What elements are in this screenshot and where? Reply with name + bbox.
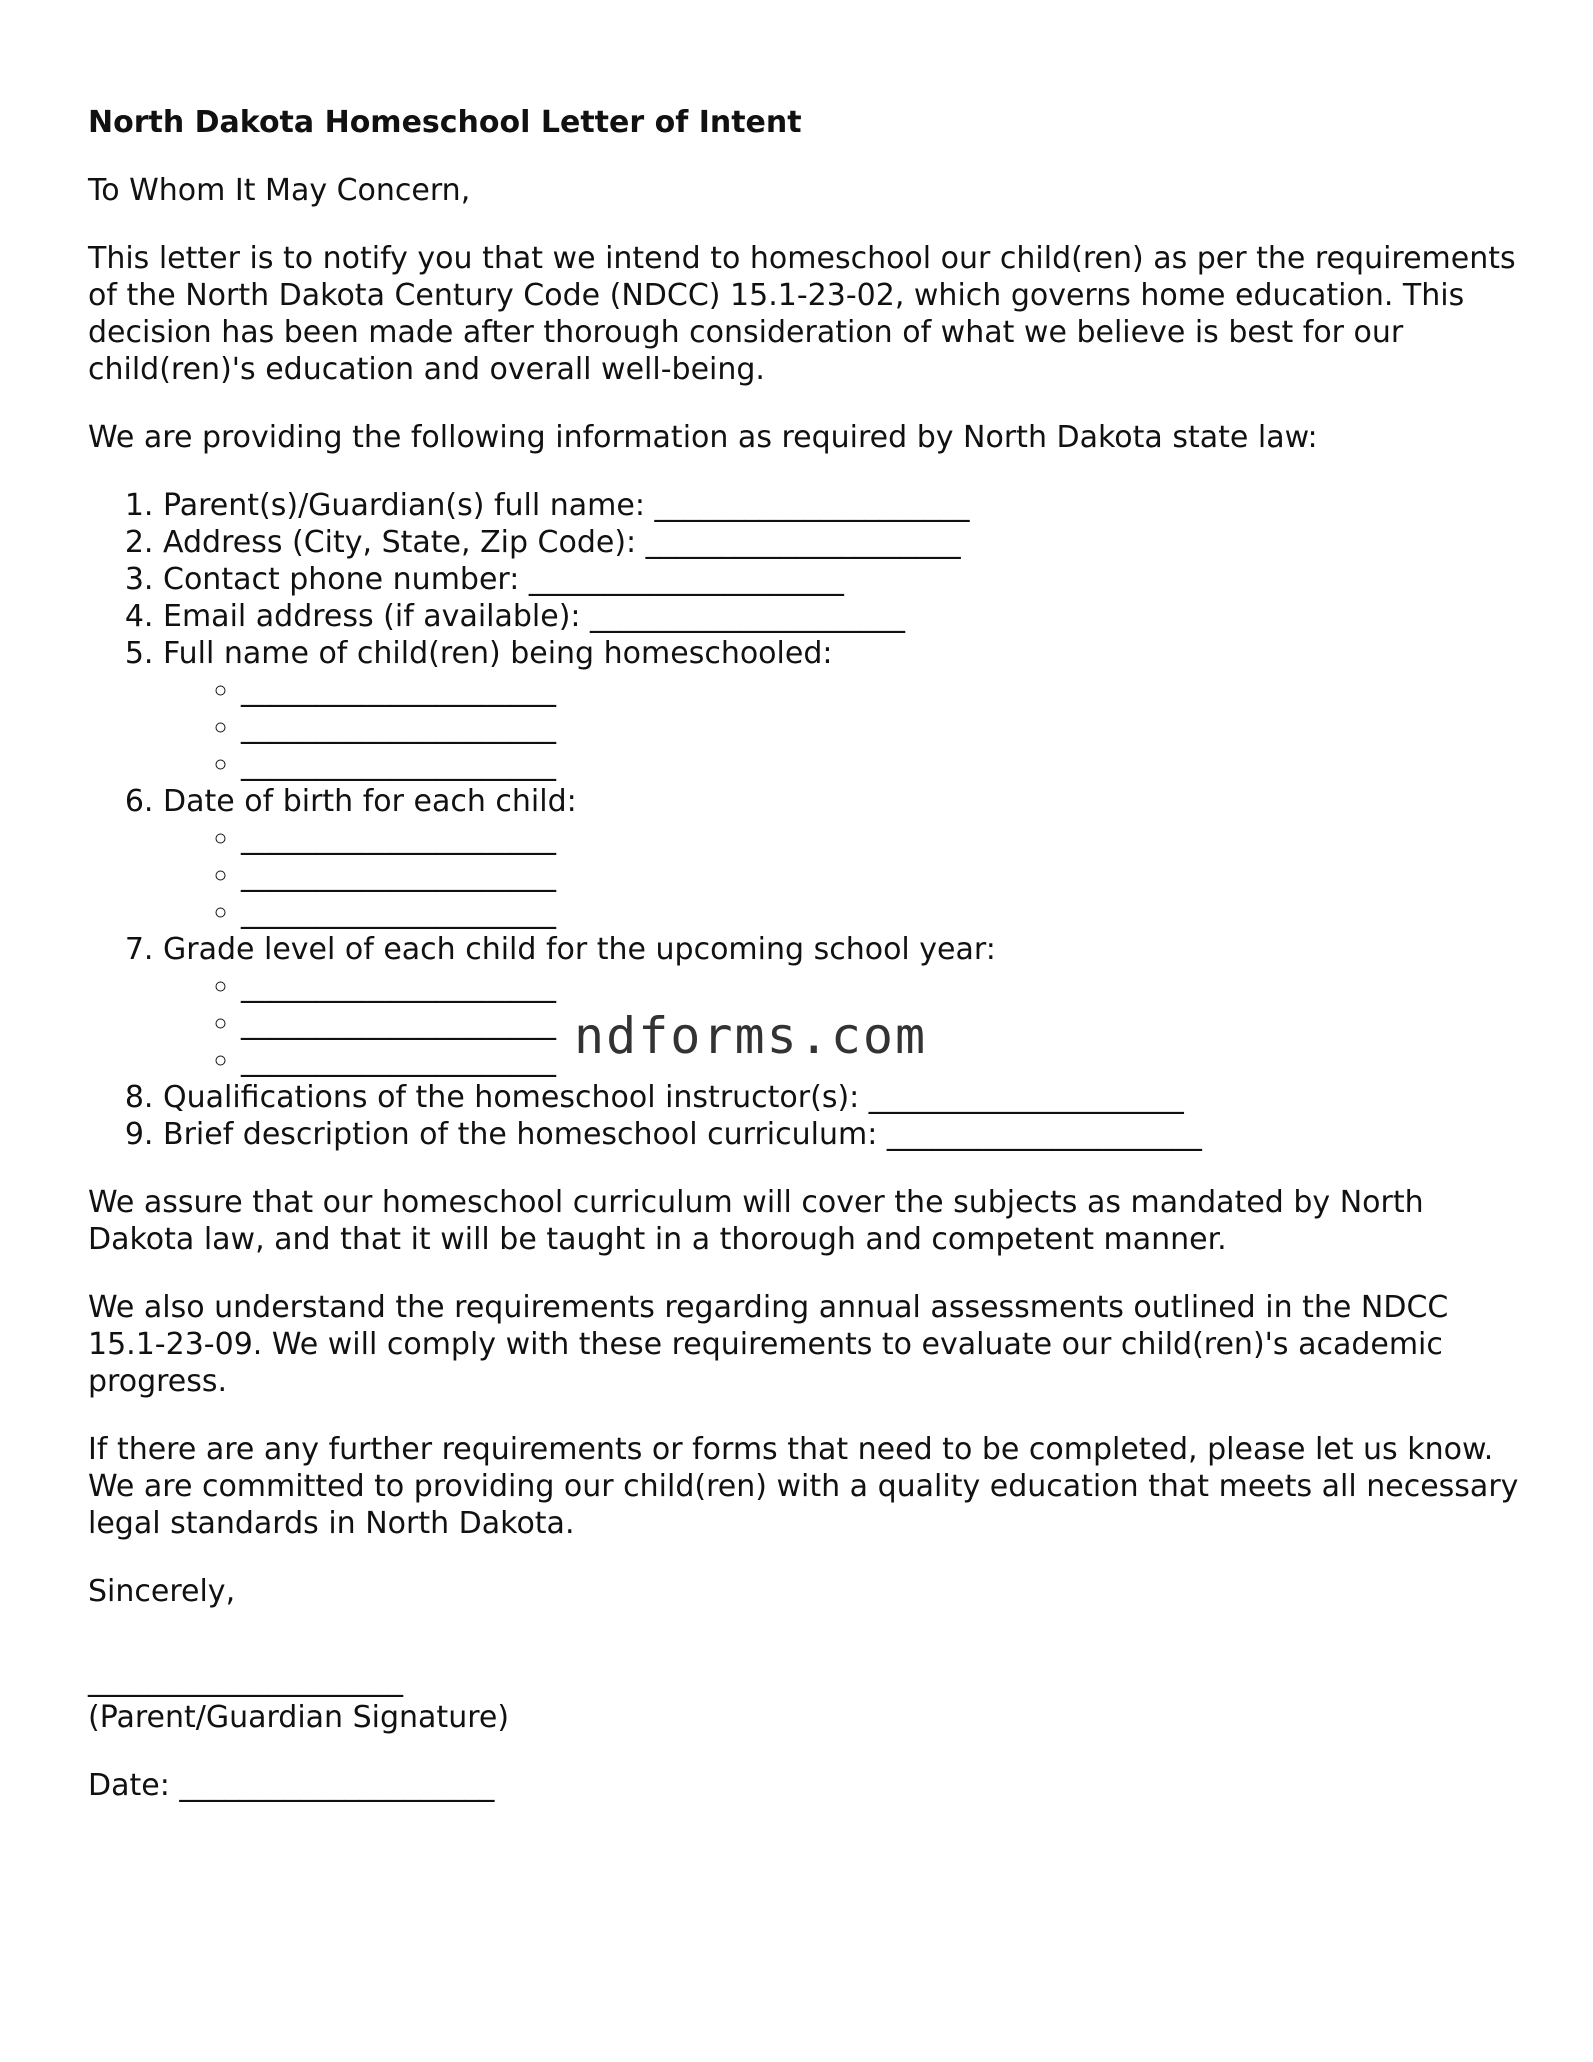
intro-paragraph: This letter is to notify you that we intend to homeschool our child(ren) as per the requirements of the North Dakota Century Code (NDCC) 15.1-23-02, which governs home education. This decision has been made after thorough consideration of what we believe is best for our child(ren)'s education and overall well-being.	[88, 241, 1516, 387]
signature-line: _____________________	[88, 1663, 403, 1698]
info-lead-paragraph: We are providing the following information as required by North Dakota state law:	[88, 420, 1318, 455]
closing-note-paragraph: If there are any further requirements or forms that need to be completed, please let us know. We are committed to providing our child(ren) with a quality education that meets all necessary legal standards in North Dakota.	[88, 1432, 1519, 1541]
date-line: Date: _____________________	[88, 1768, 495, 1803]
field-child-names: 5. Full name of child(ren) being homeschooled: ◦ _____________________ ◦ _____________________ ◦ _____________________	[163, 635, 1528, 783]
document-title: North Dakota Homeschool Letter of Intent	[88, 105, 802, 140]
blank-line: ◦ _____________________	[241, 746, 1528, 783]
field-email: 4. Email address (if available): _____________________	[163, 598, 1528, 635]
birth-dates-blanks	[163, 820, 1528, 931]
field-instructor-qualifications: 8. Qualifications of the homeschool instructor(s): _____________________	[163, 1079, 1528, 1116]
assurance-paragraph: We assure that our homeschool curriculum will cover the subjects as mandated by North Dakota law, and that it will be taught in a thorough and competent manner.	[88, 1185, 1424, 1257]
field-curriculum-description: 9. Brief description of the homeschool curriculum: _____________________	[163, 1116, 1528, 1153]
blank-line: ◦ _____________________	[241, 820, 1528, 857]
greeting: To Whom It May Concern,	[88, 173, 471, 208]
blank-line: ◦ _____________________	[241, 709, 1528, 746]
field-grade-levels: 7. Grade level of each child for the upcoming school year: ◦ _____________________ ◦ _____________________ ◦ _____________________	[163, 931, 1528, 1079]
assessments-paragraph: We also understand the requirements regarding annual assessments outlined in the NDCC 15.1-23-09. We will comply with these requirements to evaluate our child(ren)'s academic progress.	[88, 1290, 1449, 1399]
blank-line: ◦ _____________________	[241, 968, 1528, 1005]
blank-line: ◦ _____________________	[241, 672, 1528, 709]
field-phone: 3. Contact phone number: _____________________	[163, 561, 1528, 598]
blank-line: ◦ _____________________	[241, 1042, 1528, 1079]
blank-line: ◦ _____________________	[241, 1005, 1528, 1042]
child-names-blanks	[163, 672, 1528, 783]
field-address: 2. Address (City, State, Zip Code): _____________________	[163, 524, 1528, 561]
letter-document	[88, 104, 1528, 1804]
field-birth-dates: 6. Date of birth for each child: ◦ _____________________ ◦ _____________________ ◦ _____________________	[163, 783, 1528, 931]
blank-line: ◦ _____________________	[241, 894, 1528, 931]
blank-line: ◦ _____________________	[241, 857, 1528, 894]
valediction: Sincerely,	[88, 1574, 236, 1609]
watermark-text: ndforms.com	[574, 1007, 928, 1065]
field-parent-name: 1. Parent(s)/Guardian(s) full name: _____________________	[163, 487, 1528, 524]
signature-label: (Parent/Guardian Signature)	[88, 1700, 510, 1735]
